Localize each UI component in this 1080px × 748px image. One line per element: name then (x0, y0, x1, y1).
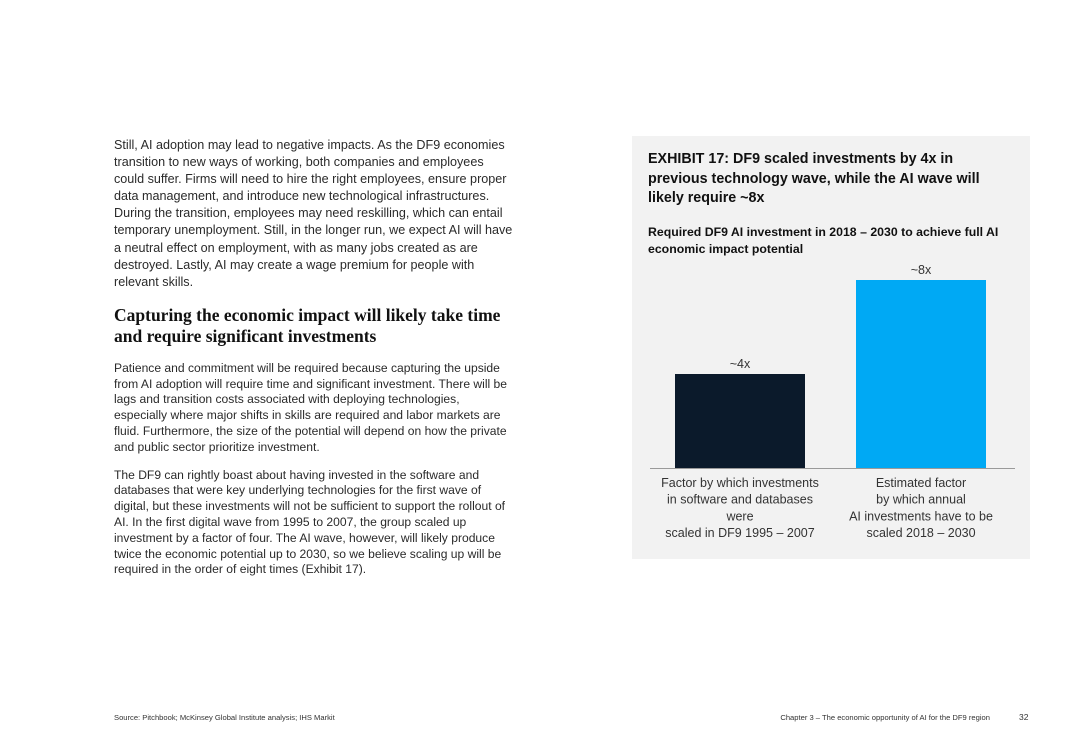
chapter-footer: Chapter 3 – The economic opportunity of AI for the DF9 region (780, 713, 990, 722)
body-text-column (114, 137, 514, 578)
body-paragraph-2: Patience and commitment will be required because capturing the upside from AI adoption will require time and significant investment. There will be lags and transition costs associated with deploying technologies, especially where major shifts in skills are required and labor markets are fluid. Furthermore, the size of the potential will depend on how the private and public sector prioritize investment. (114, 360, 508, 454)
body-paragraph-1: Still, AI adoption may lead to negative impacts. As the DF9 economies transition to new ways of working, both companies and employees could suffer. Firms will need to hire the right employees, ensure proper data management, and introduce new technological infrastructures. During the transition, employees may need reskilling, which can entail temporary unemployment. Still, in the longer run, we expect AI will have a neutral effect on employment, with as many jobs created as are destroyed. Lastly, AI may create a wage premium for people with relevant skills. (114, 138, 513, 289)
section-heading: Capturing the economic impact will likely take time and require significant investments (114, 304, 501, 347)
category-label-2: Estimated factor by which annual AI investments have to be scaled 2018 – 2030 (849, 476, 993, 541)
bar-1 (675, 374, 805, 468)
exhibit-title: EXHIBIT 17: DF9 scaled investments by 4x in previous technology wave, while the AI wave will likely require ~8x (648, 151, 980, 206)
data-label-1: ~4x (729, 357, 751, 371)
data-label-2: ~8x (910, 263, 932, 277)
bar-2 (856, 280, 986, 468)
page-number: 32 (1019, 712, 1029, 722)
bar-chart (632, 136, 1030, 559)
category-label-1: Factor by which investments in software and databases were scaled in DF9 1995 – 2007 (661, 476, 819, 541)
exhibit-subtitle: Required DF9 AI investment in 2018 – 2030 to achieve full AI economic impact potential (648, 225, 999, 256)
body-paragraph-3: The DF9 can rightly boast about having invested in the software and databases that were key underlying technologies for the first wave of digital, but these investments will not be sufficient to support the rollout of AI. In the first digital wave from 1995 to 2007, the group scaled up investment by a factor of four. The AI wave, however, will likely produce twice the economic potential up to 2030, so we believe scaling up will be required in the order of eight times (Exhibit 17). (114, 467, 506, 577)
exhibit-17-panel (632, 136, 1030, 559)
source-note: Source: Pitchbook; McKinsey Global Institute analysis; IHS Markit (114, 713, 335, 722)
